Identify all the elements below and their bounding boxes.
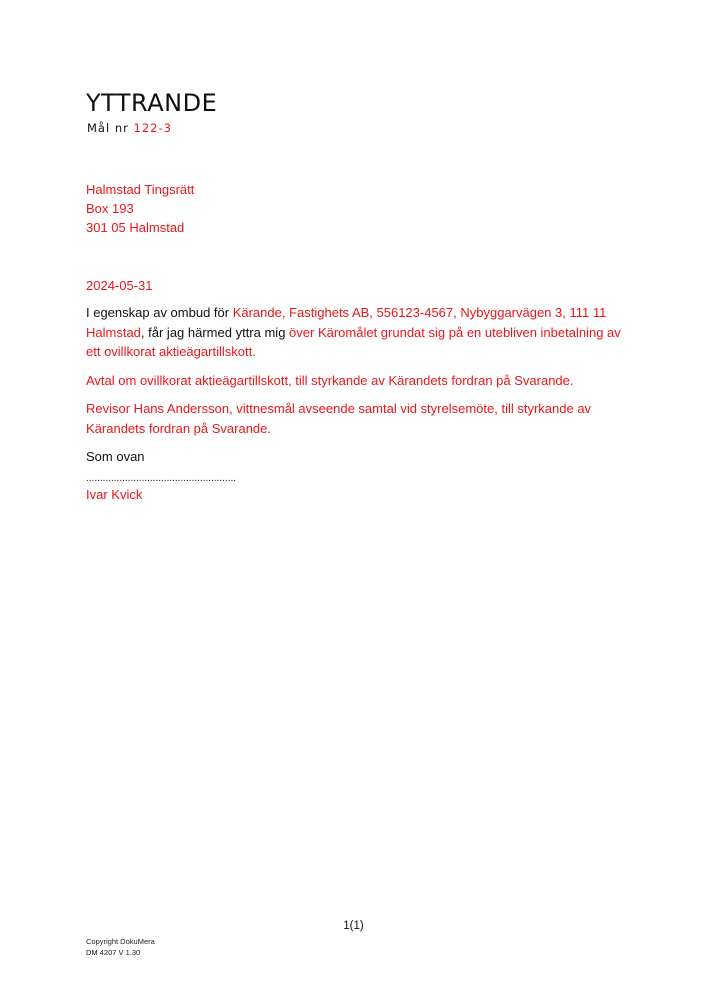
- evidence-item-2: Revisor Hans Andersson, vittnesmål avseende samtal vid styrelsemöte, till styrkande av Kärandets fordran på Svarande.: [86, 401, 592, 436]
- intro-text-1: I egenskap av ombud för: [86, 305, 233, 320]
- document-body: [86, 303, 621, 476]
- footer-version: DM 4207 V 1.30: [86, 948, 141, 957]
- document-date: 2024-05-31: [86, 278, 153, 293]
- case-number-value: 122-3: [133, 121, 172, 135]
- footer-copyright: Copyright DokuMera: [86, 937, 155, 946]
- evidence-item-1: Avtal om ovillkorat aktieägartillskott, till styrkande av Kärandets fordran på Svarande.: [86, 372, 574, 388]
- recipient-box: Box 193: [86, 201, 134, 216]
- closing-text: Som ovan: [86, 449, 145, 464]
- case-number-label: Mål nr: [87, 121, 129, 135]
- intro-paragraph: [86, 303, 621, 362]
- signatory-name: Ivar Kvick: [86, 487, 143, 502]
- signature-line: ......................................................: [86, 473, 237, 484]
- case-number-line: [87, 121, 172, 135]
- page-number: 1(1): [343, 920, 364, 932]
- recipient-name: Halmstad Tingsrätt: [86, 182, 195, 197]
- party-details: Kärande, Fastighets AB, 556123-4567, Nybyggarvägen 3, 111 11 Halmstad: [86, 305, 607, 340]
- intro-text-2: , får jag härmed yttra mig: [140, 324, 290, 340]
- recipient-address: [86, 180, 194, 237]
- recipient-postal: 301 05 Halmstad: [86, 220, 185, 235]
- statement-text: över Käromålet grundat sig på en utebliven inbetalning av ett ovillkorat aktieägartillskott.: [86, 324, 621, 359]
- signature-block: [86, 473, 236, 504]
- document-footer: [86, 936, 155, 958]
- document-title: YTTRANDE: [86, 89, 218, 117]
